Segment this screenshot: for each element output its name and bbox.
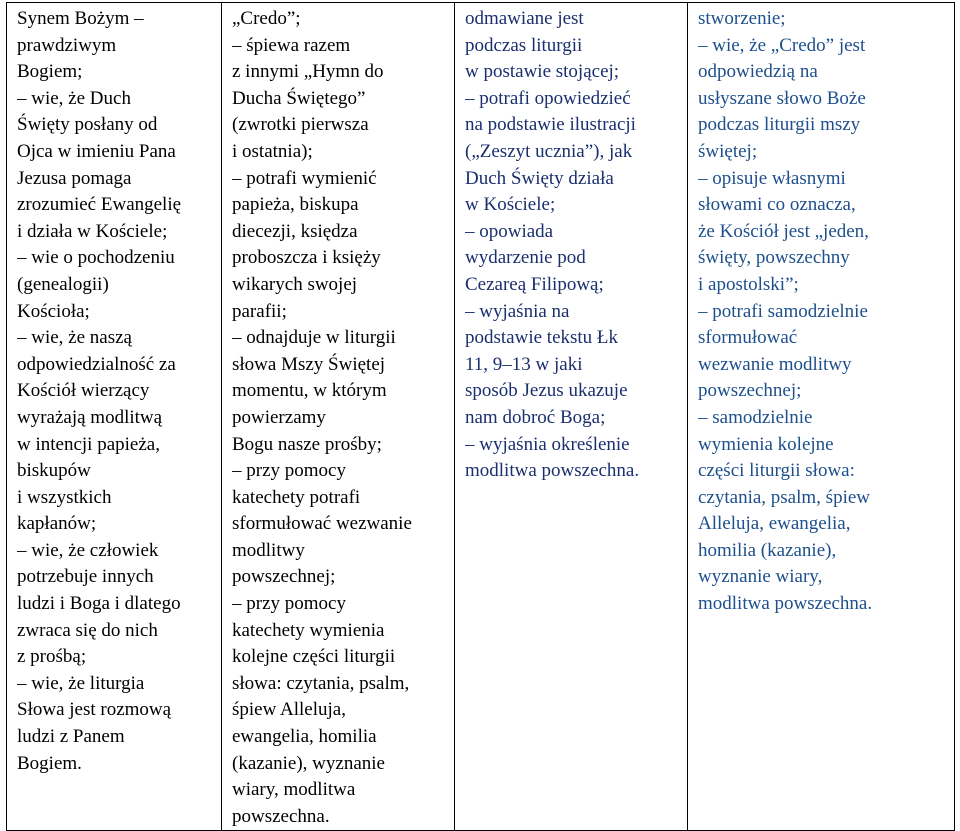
text-line: Bogiem. [17,752,82,774]
text-line: i apostolski”; [698,273,799,295]
text-line: 11, 9–13 w jaki [465,353,583,375]
text-line: modlitwa powszechna. [698,593,873,615]
text-line: – wie o pochodzeniu [17,247,175,269]
text-line: modlitwa powszechna. [465,460,640,482]
text-line: katechety potrafi [232,486,361,508]
text-line: – wie, że człowiek [17,539,159,561]
text-line: wyznanie wiary, [698,566,823,588]
text-line: sformułować [698,327,798,349]
text-line: świętej; [698,140,758,162]
text-line: Słowa jest rozmową [17,699,172,721]
text-line: – potrafi samodzielnie [698,300,868,322]
text-line: odpowiedzią na [698,61,818,83]
text-line: – potrafi wymienić [232,167,377,189]
text-line: – wie, że „Credo” jest [698,34,866,56]
text-line: stworzenie; [698,8,786,29]
text-line: kapłanów; [17,513,97,535]
text-line: Synem Bożym – [17,8,144,29]
text-line: Ducha Świętego” [232,87,366,109]
text-line: Duch Święty działa [465,167,614,189]
text-line: słowa: czytania, psalm, [232,672,410,694]
text-line: – wyjaśnia określenie [465,433,630,455]
text-line: (kazanie), wyznanie [232,752,385,774]
text-line: Święty posłany od [17,114,158,136]
text-line: Kościół wierzący [17,380,150,402]
text-line: – śpiewa razem [232,34,351,56]
text-line: wezwanie modlitwy [698,353,852,375]
text-line: i ostatnia); [232,140,313,162]
text-line: – przy pomocy [232,593,346,615]
text-line: – potrafi opowiedzieć [465,87,631,109]
text-line: nam dobroć Boga; [465,406,606,428]
text-line: w postawie stojącej; [465,61,620,83]
text-line: podczas liturgii [465,34,583,56]
text-line: odpowiedzialność za [17,353,176,375]
text-line: słowami co oznacza, [698,194,856,216]
text-line: i wszystkich [17,486,112,508]
text-line: wyrażają modlitwą [17,406,163,428]
text-line: katechety wymienia [232,619,385,641]
text-line: – wie, że liturgia [17,672,145,694]
text-line: – opisuje własnymi [698,167,846,189]
text-line: Jezusa pomaga [17,167,132,189]
text-line: – samodzielnie [698,406,813,428]
text-line: w intencji papieża, [17,433,160,455]
table-cell-column-1 [7,3,222,831]
text-line: – przy pomocy [232,460,346,482]
text-line: homilia (kazanie), [698,539,837,561]
text-line: ludzi z Panem [17,726,125,748]
text-line: wymienia kolejne [698,433,834,455]
text-line: modlitwy [232,539,305,561]
text-line: i działa w Kościele; [17,220,168,242]
text-line: diecezji, księdza [232,220,358,242]
text-line: prawdziwym [17,34,117,56]
text-line: powszechna. [232,805,330,827]
text-line: słowa Mszy Świętej [232,353,386,375]
document-page [6,2,954,829]
text-line: ludzi i Boga i dlatego [17,593,181,615]
text-line: momentu, w którym [232,380,387,402]
text-line: – odnajduje w liturgii [232,327,396,349]
text-line: – wie, że naszą [17,327,132,349]
text-line: proboszcza i księży [232,247,381,269]
text-line: powszechnej; [232,566,336,588]
text-line: zrozumieć Ewangelię [17,194,182,216]
text-line: Cezareą Filipową; [465,273,604,295]
text-line: Bogu nasze prośby; [232,433,382,455]
text-line: – wyjaśnia na [465,300,570,322]
text-line: – wie, że Duch [17,87,131,109]
text-line: sposób Jezus ukazuje [465,380,628,402]
text-line: z prośbą; [17,646,87,668]
text-line: odmawiane jest [465,8,584,29]
text-line: „Credo”; [232,8,301,29]
text-line: – opowiada [465,220,554,242]
text-line: Ojca w imieniu Pana [17,140,176,162]
text-line: czytania, psalm, śpiew [698,486,871,508]
text-line: powszechnej; [698,380,802,402]
text-line: (zwrotki pierwsza [232,114,369,136]
text-line: wikarych swojej [232,273,358,295]
text-line: na podstawie ilustracji [465,114,636,136]
text-line: papieża, biskupa [232,194,359,216]
table-cell-column-4 [688,3,955,831]
text-line: usłyszane słowo Boże [698,87,866,109]
text-line: śpiew Alleluja, [232,699,346,721]
text-line: („Zeszyt ucznia”), jak [465,140,633,162]
text-line: Kościoła; [17,300,90,322]
text-line: parafii; [232,300,287,322]
curriculum-table [6,2,955,831]
text-line: w Kościele; [465,194,556,216]
text-line: Alleluja, ewangelia, [698,513,851,535]
text-line: że Kościół jest „jeden, [698,220,869,242]
text-line: święty, powszechny [698,247,850,269]
text-line: Bogiem; [17,61,83,83]
text-line: części liturgii słowa: [698,460,855,482]
text-line: zwraca się do nich [17,619,158,641]
text-line: biskupów [17,460,91,482]
table-cell-column-2 [222,3,455,831]
text-line: potrzebuje innych [17,566,154,588]
text-line: z innymi „Hymn do [232,61,384,83]
table-row [7,3,955,831]
text-line: wiary, modlitwa [232,779,356,801]
text-line: (genealogii) [17,273,109,295]
text-line: kolejne części liturgii [232,646,396,668]
table-cell-column-3 [455,3,688,831]
text-line: ewangelia, homilia [232,726,377,748]
text-line: podczas liturgii mszy [698,114,861,136]
text-line: powierzamy [232,406,326,428]
text-line: wydarzenie pod [465,247,586,269]
text-line: sformułować wezwanie [232,513,412,535]
text-line: podstawie tekstu Łk [465,327,619,349]
